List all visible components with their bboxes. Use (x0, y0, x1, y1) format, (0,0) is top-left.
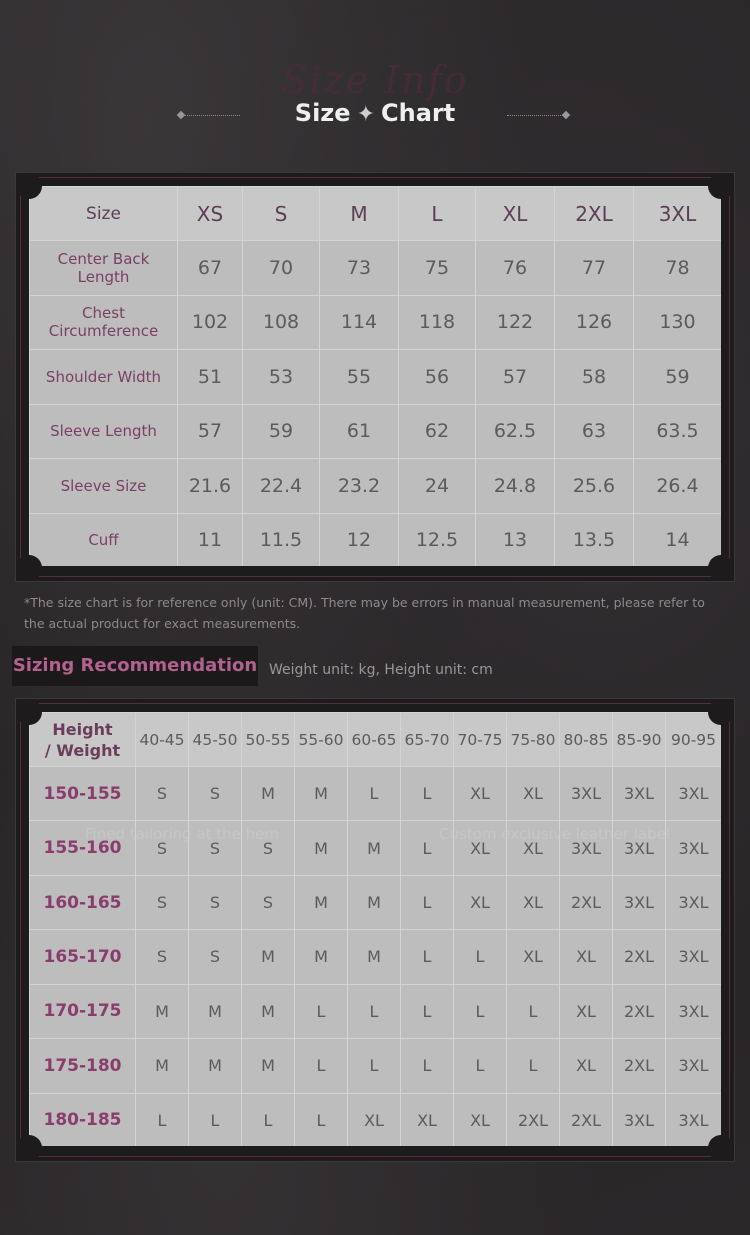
measurement-value: 51 (178, 350, 243, 405)
height-range-label: 150-155 (30, 767, 136, 821)
recommended-size: M (295, 767, 348, 821)
measurement-value: 75 (399, 241, 476, 296)
measurement-label: Sleeve Size (30, 459, 178, 514)
measurement-value: 11 (178, 513, 243, 566)
watermark-label: Custom exclusive leather label (439, 825, 671, 843)
measurement-value: 114 (320, 295, 399, 350)
recommended-size: XL (507, 930, 560, 984)
recommended-size: 3XL (613, 767, 666, 821)
recommended-size: M (295, 875, 348, 929)
height-range-label: 165-170 (30, 930, 136, 984)
weight-column-header: 65-70 (401, 713, 454, 767)
recommended-size: S (189, 875, 242, 929)
recommended-size: S (136, 930, 189, 984)
measurement-label: Sleeve Length (30, 404, 178, 459)
measurement-value: 26.4 (634, 459, 722, 514)
recommended-size: L (401, 930, 454, 984)
recommended-size: XL (401, 1093, 454, 1146)
size-chart-table (29, 186, 721, 566)
measurement-value: 56 (399, 350, 476, 405)
height-weight-header (30, 713, 136, 767)
recommended-size: M (189, 984, 242, 1038)
measurement-value: 102 (178, 295, 243, 350)
measurement-value: 67 (178, 241, 243, 296)
recommended-size: 3XL (666, 1039, 722, 1093)
frame-corner (708, 1135, 734, 1161)
measurement-value: 76 (476, 241, 555, 296)
recommended-size: M (189, 1039, 242, 1093)
measurement-value: 122 (476, 295, 555, 350)
recommended-size: M (242, 930, 295, 984)
recommended-size: 3XL (613, 1093, 666, 1146)
measurement-value: 58 (555, 350, 634, 405)
size-column-header: 2XL (555, 187, 634, 241)
recommended-size: L (295, 984, 348, 1038)
recommended-size: XL (507, 875, 560, 929)
measurement-value: 53 (243, 350, 320, 405)
recommended-size: XL (560, 1039, 613, 1093)
frame-corner (16, 1135, 42, 1161)
measurement-label: Shoulder Width (30, 350, 178, 405)
recommended-size: 3XL (666, 984, 722, 1038)
height-range-label: 155-160 (30, 821, 136, 875)
recommended-size: L (507, 984, 560, 1038)
measurement-value: 14 (634, 513, 722, 566)
recommended-size: L (242, 1093, 295, 1146)
frame-corner (708, 699, 734, 725)
recommended-size: 2XL (613, 1039, 666, 1093)
weight-column-header: 75-80 (507, 713, 560, 767)
recommended-size: XL (454, 767, 507, 821)
measurement-value: 77 (555, 241, 634, 296)
watermark-hem: Fined tailoring at the hem (85, 825, 280, 843)
recommended-size: XL (454, 821, 507, 875)
table-row (30, 513, 722, 566)
table-row (30, 404, 722, 459)
recommended-size: L (348, 1039, 401, 1093)
recommended-size: XL (507, 821, 560, 875)
recommended-size: S (136, 875, 189, 929)
recommended-size: 3XL (666, 767, 722, 821)
script-title: Size Info (281, 58, 469, 102)
size-column-header: S (243, 187, 320, 241)
table-row (30, 1039, 722, 1093)
size-header-label: Size (30, 187, 178, 241)
unit-note: Weight unit: kg, Height unit: cm (269, 662, 493, 678)
table-row (30, 930, 722, 984)
size-column-header: XL (476, 187, 555, 241)
size-column-header: L (399, 187, 476, 241)
recommended-size: S (189, 930, 242, 984)
recommended-size: M (242, 1039, 295, 1093)
recommended-size: L (295, 1039, 348, 1093)
measurement-value: 70 (243, 241, 320, 296)
measurement-value: 57 (476, 350, 555, 405)
size-chart-panel (29, 186, 721, 566)
recommended-size: 3XL (560, 821, 613, 875)
sparkle-star-icon: ✦ (356, 102, 375, 127)
recommended-size: L (348, 767, 401, 821)
recommended-size: 3XL (666, 875, 722, 929)
measurement-value: 24 (399, 459, 476, 514)
measurement-value: 12 (320, 513, 399, 566)
weight-column-header: 90-95 (666, 713, 722, 767)
recommended-size: L (401, 1039, 454, 1093)
recommended-size: L (454, 984, 507, 1038)
weight-column-header: 45-50 (189, 713, 242, 767)
frame-corner (708, 555, 734, 581)
measurement-value: 62.5 (476, 404, 555, 459)
recommended-size: M (348, 930, 401, 984)
recommended-size: M (242, 767, 295, 821)
table-row (30, 459, 722, 514)
recommendation-frame (15, 698, 735, 1162)
recommended-size: S (189, 767, 242, 821)
measurement-value: 62 (399, 404, 476, 459)
recommended-size: S (189, 821, 242, 875)
frame-corner (16, 699, 42, 725)
measurement-label: Chest Circumference (30, 295, 178, 350)
header-weight-label: / Weight (44, 740, 121, 760)
recommended-size: M (295, 821, 348, 875)
height-range-label: 170-175 (30, 984, 136, 1038)
measurement-value: 13.5 (555, 513, 634, 566)
weight-column-header: 80-85 (560, 713, 613, 767)
recommended-size: 2XL (560, 875, 613, 929)
measurement-value: 57 (178, 404, 243, 459)
measurement-value: 21.6 (178, 459, 243, 514)
weight-column-header: 50-55 (242, 713, 295, 767)
recommended-size: L (401, 984, 454, 1038)
recommended-size: 2XL (613, 930, 666, 984)
measurement-value: 118 (399, 295, 476, 350)
size-chart-frame (15, 172, 735, 582)
recommended-size: 2XL (560, 1093, 613, 1146)
recommended-size: M (136, 984, 189, 1038)
recommended-size: L (401, 875, 454, 929)
weight-column-header: 55-60 (295, 713, 348, 767)
measurement-value: 25.6 (555, 459, 634, 514)
recommended-size: M (348, 821, 401, 875)
measurement-value: 23.2 (320, 459, 399, 514)
recommended-size: M (348, 875, 401, 929)
recommended-size: L (348, 984, 401, 1038)
size-column-header: M (320, 187, 399, 241)
recommended-size: L (136, 1093, 189, 1146)
recommendation-table (29, 712, 721, 1146)
weight-column-header: 40-45 (136, 713, 189, 767)
recommended-size: XL (348, 1093, 401, 1146)
measurement-value: 59 (243, 404, 320, 459)
recommended-size: 3XL (666, 930, 722, 984)
measurement-value: 78 (634, 241, 722, 296)
size-column-header: XS (178, 187, 243, 241)
weight-column-header: 70-75 (454, 713, 507, 767)
sizing-recommendation-title: Sizing Recommendation (12, 646, 258, 686)
recommended-size: XL (454, 1093, 507, 1146)
recommended-size: S (136, 821, 189, 875)
recommended-size: 3XL (613, 875, 666, 929)
recommended-size: 3XL (613, 821, 666, 875)
recommended-size: L (189, 1093, 242, 1146)
page-title (0, 99, 750, 127)
height-range-label: 160-165 (30, 875, 136, 929)
recommended-size: L (401, 767, 454, 821)
measurement-value: 59 (634, 350, 722, 405)
recommended-size: 3XL (666, 821, 722, 875)
size-header-row (30, 187, 722, 241)
table-row (30, 295, 722, 350)
table-row (30, 350, 722, 405)
table-row (30, 767, 722, 821)
measurement-value: 24.8 (476, 459, 555, 514)
height-range-label: 180-185 (30, 1093, 136, 1146)
measurement-note: *The size chart is for reference only (unit: CM). There may be errors in manual measurement, please refer to the actual product for exact measurements. (24, 595, 705, 631)
recommended-size: XL (507, 767, 560, 821)
recommended-size: XL (560, 930, 613, 984)
height-range-label: 175-180 (30, 1039, 136, 1093)
recommended-size: M (295, 930, 348, 984)
recommended-size: L (401, 821, 454, 875)
recommended-size: 2XL (613, 984, 666, 1038)
recommended-size: S (136, 767, 189, 821)
measurement-value: 12.5 (399, 513, 476, 566)
measurement-value: 73 (320, 241, 399, 296)
frame-corner (16, 173, 42, 199)
measurement-label: Cuff (30, 513, 178, 566)
measurement-value: 61 (320, 404, 399, 459)
table-row (30, 241, 722, 296)
recommended-size: S (242, 821, 295, 875)
title-chart: Chart (381, 99, 456, 127)
recommended-size: L (295, 1093, 348, 1146)
title-size: Size (294, 99, 351, 127)
measurement-value: 63 (555, 404, 634, 459)
weight-column-header: 60-65 (348, 713, 401, 767)
table-row (30, 875, 722, 929)
weight-column-header: 85-90 (613, 713, 666, 767)
measurement-value: 22.4 (243, 459, 320, 514)
measurement-value: 11.5 (243, 513, 320, 566)
ornament-line (507, 115, 567, 117)
recommended-size: L (454, 930, 507, 984)
recommended-size: 3XL (560, 767, 613, 821)
recommendation-header-row (30, 713, 722, 767)
table-row (30, 1093, 722, 1146)
recommended-size: L (454, 1039, 507, 1093)
recommended-size: 3XL (666, 1093, 722, 1146)
recommendation-panel (29, 712, 721, 1146)
recommended-size: M (136, 1039, 189, 1093)
measurement-value: 108 (243, 295, 320, 350)
recommended-size: XL (454, 875, 507, 929)
measurement-value: 13 (476, 513, 555, 566)
measurement-value: 130 (634, 295, 722, 350)
measurement-value: 126 (555, 295, 634, 350)
recommended-size: M (242, 984, 295, 1038)
recommended-size: L (507, 1039, 560, 1093)
measurement-value: 63.5 (634, 404, 722, 459)
recommended-size: S (242, 875, 295, 929)
measurement-value: 55 (320, 350, 399, 405)
size-column-header: 3XL (634, 187, 722, 241)
table-row (30, 984, 722, 1038)
header-height-label: Height (52, 719, 113, 739)
frame-corner (16, 555, 42, 581)
page-header (0, 55, 750, 135)
frame-corner (708, 173, 734, 199)
recommended-size: XL (560, 984, 613, 1038)
measurement-label: Center Back Length (30, 241, 178, 296)
recommended-size: 2XL (507, 1093, 560, 1146)
